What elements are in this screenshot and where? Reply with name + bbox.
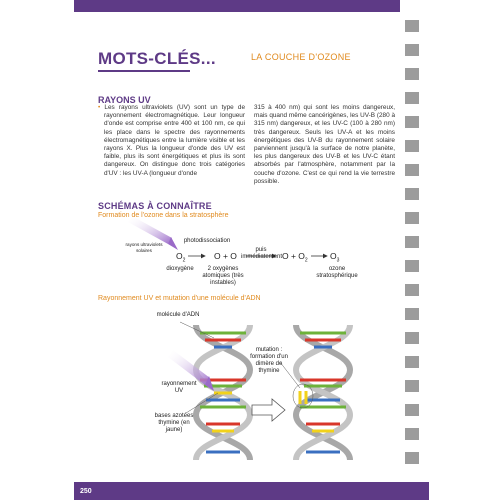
label-uv-radiation: rayonnement UV xyxy=(161,381,197,394)
page-number: 250 xyxy=(80,488,92,495)
bottom-bar xyxy=(74,482,429,500)
label-nitrogen-bases: bases azotées thymine (en jaune) xyxy=(154,413,194,433)
formula-o-plus-o: O + O xyxy=(214,251,237,261)
label-uv-rays: rayons ultraviolets solaires xyxy=(125,242,163,253)
label-molecule-adn: molécule d'ADN xyxy=(156,312,200,318)
page-title: MOTS-CLÉS... xyxy=(98,49,216,68)
heading-rayons-uv: RAYONS UV xyxy=(98,95,151,105)
dna-helix-left xyxy=(196,325,250,460)
transform-arrow-icon xyxy=(252,399,285,421)
formula-o-plus-o2: $O + O_2$ xyxy=(282,251,308,264)
label-oxygen-atoms: 2 oxygènes atomiques (très instables) xyxy=(202,266,244,286)
label-ozone: ozone stratosphérique xyxy=(316,266,358,279)
left-paragraph: Les rayons ultraviolets (UV) sont un type de rayonnement électromagnétique. Leur longueur d'onde est comprise entre 400 et 100 nm, ce qui les place dans le spectre des rayonnements électromagnétiques entre la lumière visible et les rayons X. Plus la longueur d'onde des UV est faible, plus ils sont énergétiques et plus ils sont dangereux. On distingue donc trois catégories d'UV : les UV-A (longueur d'onde xyxy=(104,104,245,177)
text-column-right: 315 à 400 nm) qui sont les moins dangereux, mais quand même cancérigènes, les UV-B (280 à 315 nm) dangereux, et les UV-C (100 à 280 nm) très dangereux. Seuls les UV-A et les moins énergétiques des UV-B du rayonnement solaire parviennent jusqu'à la surface de notre planète, les plus dangereux des UV-B et les UV-C étant absorbés par l'atmosphère, notamment par la couche d'ozone. C'est ce qui rend la vie terrestre possible. xyxy=(254,104,395,185)
formula-o2: $O_2$ xyxy=(176,251,186,264)
caption-ozone-formation: Formation de l'ozone dans la stratosphère xyxy=(98,212,229,219)
label-photodissociation: photodissociation xyxy=(183,238,231,244)
leader-molecule xyxy=(180,322,214,338)
formula-o3: $O_3$ xyxy=(330,251,340,264)
heading-schemas: SCHÉMAS À CONNAÎTRE xyxy=(98,201,212,211)
leader-bases xyxy=(186,393,218,413)
uv-beam xyxy=(128,216,172,244)
section-subtitle: LA COUCHE D'OZONE xyxy=(251,52,351,62)
label-dioxygene: dioxygène xyxy=(166,266,194,272)
caption-dna-mutation: Rayonnement UV et mutation d'une molécule d'ADN xyxy=(98,295,261,302)
dna-helix-right xyxy=(293,325,350,460)
label-puis-immediatement: puis immédiatement xyxy=(241,247,283,260)
bullet-icon: • xyxy=(98,104,105,111)
label-mutation: mutation : formation d'un dimère de thymine xyxy=(250,347,288,374)
